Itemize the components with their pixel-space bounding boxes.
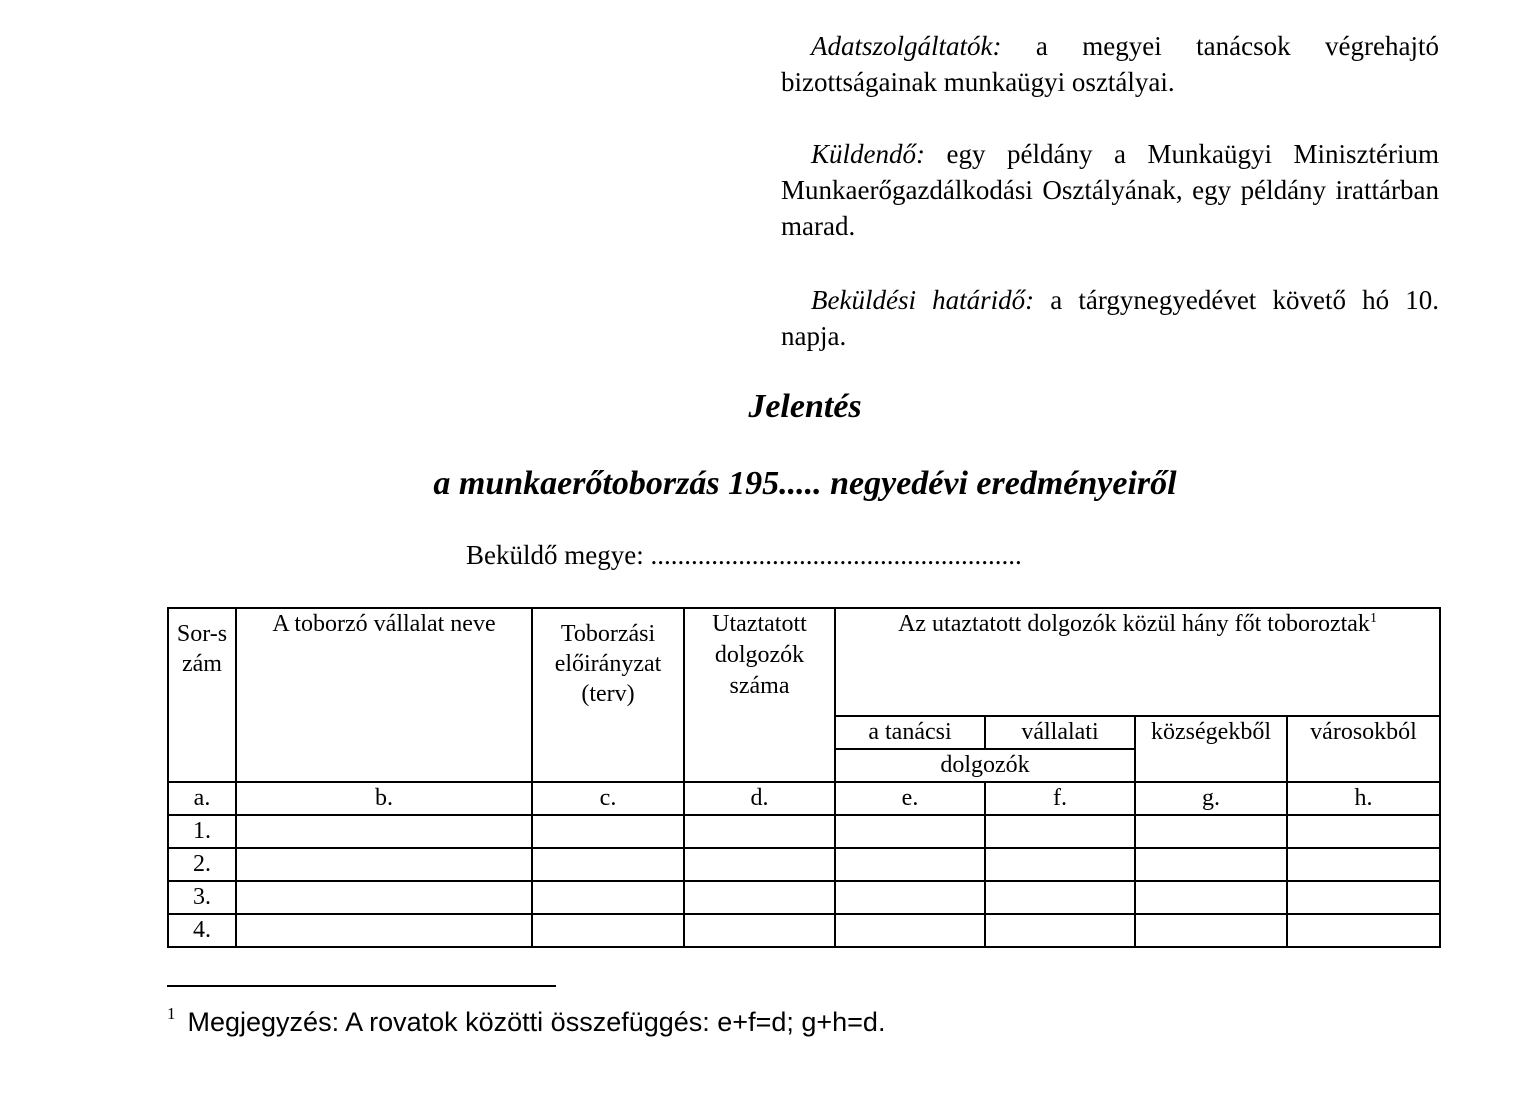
footnote [167,1004,885,1038]
table-cell [532,848,684,881]
header-from-towns: városokból [1287,716,1440,782]
column-letter: g. [1135,782,1287,815]
providers-paragraph [781,28,1439,100]
table-cell [236,914,532,947]
header-company-workers: vállalati [985,716,1135,749]
table-cell [1135,914,1287,947]
header-serial-number: Sor-szám [168,608,236,782]
table-cell [684,914,835,947]
table-cell [1135,848,1287,881]
column-letter: d. [684,782,835,815]
table-cell [1135,815,1287,848]
footnote-text: Megjegyzés: A rovatok közötti összefüggés: e+f=d; g+h=d. [187,1007,886,1037]
row-number: 1. [168,815,236,848]
deadline-text: a tárgynegyedévet követő hó 10. napja. [781,285,1439,351]
column-letter: f. [985,782,1135,815]
header-transported-workers: Utaztatott dolgozók száma [684,608,835,782]
table-cell [684,848,835,881]
table-row [168,881,1440,914]
report-subtitle: a munkaerőtoborzás 195..... negyedévi eredményeiről [433,465,1177,502]
row-number: 4. [168,914,236,947]
table-cell [835,881,985,914]
table-cell [532,815,684,848]
send-to-text: egy példány a Munkaügyi Minisztérium Munkaerőgazdálkodási Osztályának, egy példány irattárban marad. [781,139,1439,241]
providers-text: a megyei tanácsok végrehajtó bizottságainak munkaügyi osztályai. [781,31,1439,97]
table-cell [985,881,1135,914]
table-cell [532,881,684,914]
header-workers-common: dolgozók [835,749,1135,782]
table-row [168,848,1440,881]
table-cell [236,881,532,914]
report-table [167,607,1441,948]
table-row [168,914,1440,947]
footnote-reference: 1 [1369,611,1377,626]
header-from-villages: községekből [1135,716,1287,782]
column-letter: e. [835,782,985,815]
table-cell [835,815,985,848]
send-to-label: Küldendő: [811,139,925,169]
sender-county-line: Beküldő megye: ....................................................... [466,540,1022,570]
table-cell [1135,881,1287,914]
footnote-divider [167,985,556,987]
column-letter-row [168,782,1440,815]
table-cell [236,848,532,881]
table-cell [1287,881,1440,914]
header-recruitment-plan: Toborzási előirányzat (terv) [532,608,684,782]
send-to-paragraph [781,136,1439,244]
column-letter: c. [532,782,684,815]
header-recruited-group [835,608,1440,716]
row-number: 3. [168,881,236,914]
table-cell [236,815,532,848]
table-cell [1287,815,1440,848]
header-recruited-group-label: Az utaztatott dolgozók közül hány főt toboroztak [898,611,1370,637]
header-company-name: A toborzó vállalat neve [236,608,532,782]
table-cell [835,914,985,947]
deadline-label: Beküldési határidő: [811,285,1035,315]
footnote-mark: 1 [167,1004,176,1023]
column-letter: h. [1287,782,1440,815]
row-number: 2. [168,848,236,881]
table-cell [684,815,835,848]
table-cell [985,914,1135,947]
table-cell [835,848,985,881]
table-cell [532,914,684,947]
report-title: Jelentés [748,388,862,425]
column-letter: b. [236,782,532,815]
table-cell [985,848,1135,881]
column-letter: a. [168,782,236,815]
table-cell [985,815,1135,848]
table-cell [1287,914,1440,947]
deadline-paragraph [781,282,1439,354]
table-cell [684,881,835,914]
providers-label: Adatszolgáltatók: [811,31,1002,61]
table-row [168,815,1440,848]
header-council-workers: a tanácsi [835,716,985,749]
table-cell [1287,848,1440,881]
